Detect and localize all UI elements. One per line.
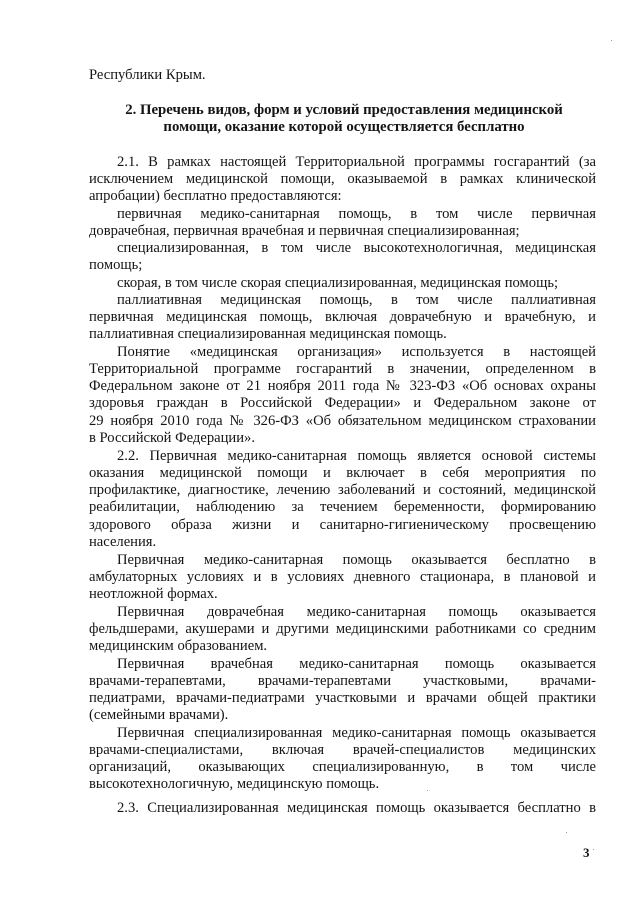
body-text-line: апробации) бесплатно предоставляются: <box>89 188 342 204</box>
scan-speck <box>427 790 428 791</box>
body-text-line: Федеральном законе от 21 ноября 2011 года № 323-ФЗ «Об основах охраны <box>89 378 596 394</box>
body-text-line: (семейными врачами). <box>89 707 229 723</box>
body-text-line: в Российской Федерации». <box>89 430 255 446</box>
body-text-line: здорового образа жизни и санитарно-гигиеническому просвещению <box>89 517 596 533</box>
body-text-line: Территориальной программе госгарантий в значении, определенном в <box>89 361 596 377</box>
body-text-line: Первичная медико-санитарная помощь оказывается бесплатно в <box>117 552 596 568</box>
body-text-line: профилактике, диагностике, лечению заболеваний и состояний, медицинской <box>89 482 596 498</box>
body-text-line: паллиативная специализированная медицинская помощь. <box>89 326 447 342</box>
body-text-line: исключением медицинской помощи, оказываемой в рамках клинической <box>89 171 596 187</box>
body-text-line: реабилитации, наблюдению за течением беременности, формированию <box>89 499 596 515</box>
body-text-line: 2.3. Специализированная медицинская помощь оказывается бесплатно в <box>117 800 596 816</box>
body-text-line: паллиативная медицинская помощь, в том числе паллиативная <box>117 292 596 308</box>
body-text-line: 2.1. В рамках настоящей Территориальной программы госгарантий (за <box>117 154 596 170</box>
intro-line: Республики Крым. <box>89 67 206 83</box>
body-text-line: специализированная, в том числе высокотехнологичная, медицинская <box>117 240 596 256</box>
page-number: 3 <box>583 845 590 860</box>
body-text-line: 29 ноября 2010 года № 326-ФЗ «Об обязательном медицинском страховании <box>89 413 596 429</box>
body-text-line: доврачебная, первичная врачебная и первичная специализированная; <box>89 223 520 239</box>
body-text-line: медицинским образованием. <box>89 638 268 654</box>
body-text-line: врачами-терапевтами, врачами-терапевтами участковыми, врачами- <box>89 673 596 689</box>
scan-speck <box>611 40 612 41</box>
body-text-line: организаций, оказывающих специализированную, в том числе <box>89 759 596 775</box>
body-text-line: Первичная специализированная медико-санитарная помощь оказывается <box>117 725 596 741</box>
body-text-line: высокотехнологичную, медицинскую помощь. <box>89 776 380 792</box>
body-text-line: Первичная врачебная медико-санитарная помощь оказывается <box>117 656 596 672</box>
scan-speck <box>566 832 567 833</box>
body-text-line: 2.2. Первичная медико-санитарная помощь является основой системы <box>117 448 596 464</box>
scan-speck <box>593 849 594 850</box>
body-text-line: оказания медицинской помощи и включает в себя мероприятия по <box>89 465 596 481</box>
body-text-line: амбулаторных условиях и в условиях дневного стационара, в плановой и <box>89 569 596 585</box>
body-text-line: Первичная доврачебная медико-санитарная помощь оказывается <box>117 604 596 620</box>
section-heading-line-1: 2. Перечень видов, форм и условий предоставления медицинской <box>125 102 563 118</box>
body-text-line: скорая, в том числе скорая специализированная, медицинская помощь; <box>117 275 559 291</box>
section-heading-line-2: помощи, оказание которой осуществляется бесплатно <box>163 119 525 135</box>
body-text-line: помощь; <box>89 257 143 273</box>
body-text-line: первичная медико-санитарная помощь, в том числе первичная <box>117 206 596 222</box>
body-text-line: неотложной формах. <box>89 586 218 602</box>
body-text-line: первичная медицинская помощь, включая доврачебную и врачебную, и <box>89 309 596 325</box>
body-text-line: здоровья граждан в Российской Федерации» и Федеральном законе от <box>89 395 596 411</box>
body-text-line: педиатрами, врачами-педиатрами участковыми и врачами общей практики <box>89 690 596 706</box>
body-text-line: фельдшерами, акушерами и другими медицинскими работниками со средним <box>89 621 596 637</box>
body-text-line: населения. <box>89 534 157 550</box>
body-text-line: Понятие «медицинская организация» используется в настоящей <box>117 344 596 360</box>
body-text-line: врачами-специалистами, включая врачей-специалистов медицинских <box>89 742 596 758</box>
